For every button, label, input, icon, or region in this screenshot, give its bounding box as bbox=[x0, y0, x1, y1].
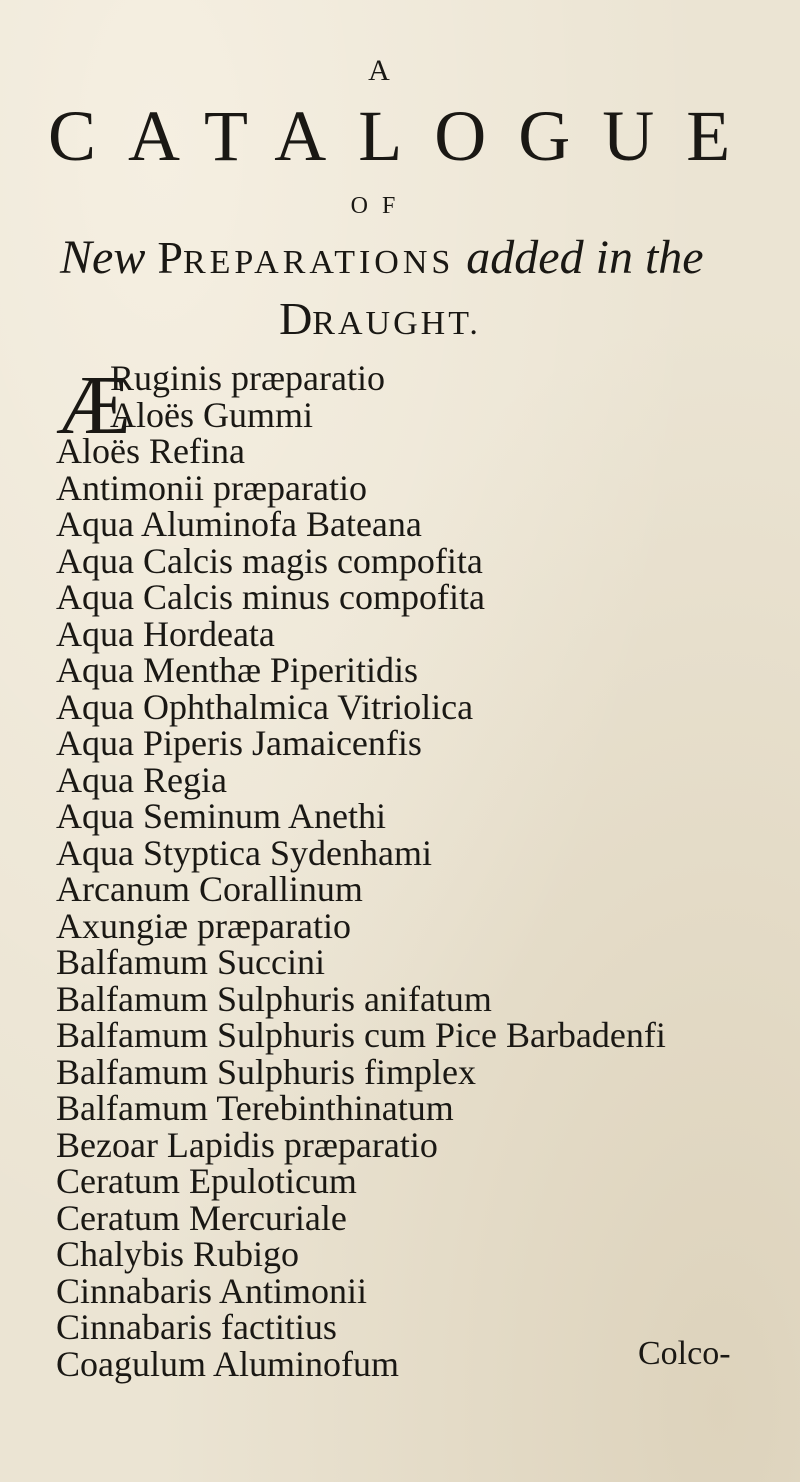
heading-article: A bbox=[368, 54, 392, 87]
list-item: Bezoar Lapidis præparatio bbox=[56, 1124, 438, 1165]
subtitle-draught-initial: D bbox=[279, 293, 313, 344]
list-item: Arcanum Corallinum bbox=[56, 869, 363, 909]
list-item: Balfamum Sulphuris fimplex bbox=[56, 1051, 476, 1092]
subtitle-line-1 bbox=[60, 232, 704, 285]
subtitle-added-in-the: added in the bbox=[466, 231, 704, 284]
catchword: Colco- bbox=[638, 1335, 731, 1372]
subtitle-preparations-rest: REPARATIONS bbox=[182, 244, 455, 281]
heading-of: OF bbox=[350, 193, 410, 219]
list-item: Balfamum Succini bbox=[56, 942, 325, 982]
list-item: Ruginis præparatio bbox=[110, 358, 385, 398]
list-item: Aloës Refina bbox=[56, 431, 245, 471]
list-item: Aqua Menthæ Piperitidis bbox=[56, 650, 418, 690]
subtitle-new: New bbox=[60, 231, 146, 284]
list-item: Aqua Piperis Jamaicenfis bbox=[56, 723, 422, 763]
list-item: Aqua Calcis minus compofita bbox=[56, 577, 485, 617]
list-item: Aqua Hordeata bbox=[56, 613, 275, 654]
list-item: Cinnabaris factitius bbox=[56, 1307, 337, 1347]
drop-cap: Æ bbox=[56, 359, 131, 452]
list-item: Aqua Regia bbox=[56, 759, 227, 800]
list-item: Axungiæ præparatio bbox=[56, 905, 351, 946]
list-item: Aqua Seminum Anethi bbox=[56, 796, 386, 836]
list-item: Aqua Styptica Sydenhami bbox=[56, 832, 432, 873]
list-item: Aqua Aluminofa Bateana bbox=[56, 504, 422, 544]
list-item: Aqua Calcis magis compofita bbox=[56, 540, 483, 581]
subtitle-line-2 bbox=[0, 292, 760, 345]
subtitle-preparations-initial: P bbox=[157, 232, 183, 283]
list-item: Cinnabaris Antimonii bbox=[56, 1270, 367, 1311]
catalogue-list bbox=[56, 360, 776, 1382]
list-item: Coagulum Aluminofum bbox=[56, 1343, 400, 1384]
list-item: Ceratum Mercuriale bbox=[56, 1197, 347, 1238]
list-item: Balfamum Sulphuris cum Pice Barbadenfi bbox=[56, 1015, 666, 1055]
list-item: Aqua Ophthalmica Vitriolica bbox=[56, 686, 474, 727]
page-title: CATALOGUE bbox=[48, 96, 763, 176]
list-item: Balfamum Sulphuris anifatum bbox=[56, 978, 492, 1019]
list-item: Balfamum Terebinthinatum bbox=[56, 1088, 454, 1128]
list-item: Antimonii præparatio bbox=[56, 467, 367, 508]
list-item: Ceratum Epuloticum bbox=[56, 1161, 357, 1201]
list-item: Chalybis Rubigo bbox=[56, 1234, 300, 1274]
list-item: Aloës Gummi bbox=[110, 394, 313, 435]
subtitle-draught-rest: RAUGHT. bbox=[312, 305, 481, 342]
